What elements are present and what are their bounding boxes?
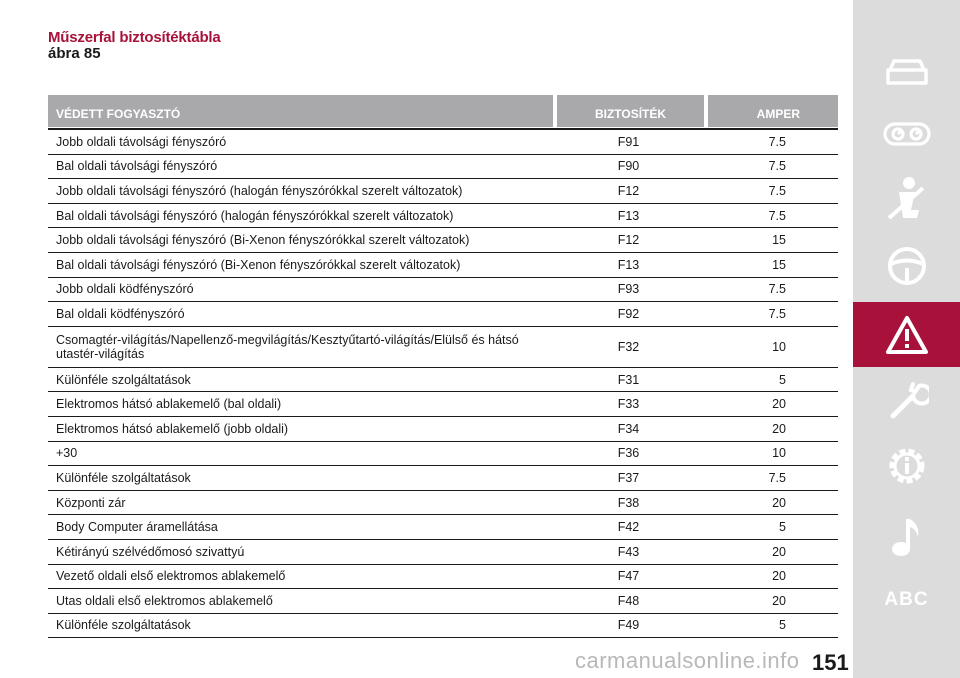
consumer-cell: Body Computer áramellátása — [56, 520, 218, 535]
car-icon[interactable] — [853, 42, 960, 102]
table-row — [48, 130, 838, 155]
table-row — [48, 204, 838, 229]
consumer-cell: Bal oldali távolsági fényszóró (Bi-Xenon fényszórókkal szerelt változatok) — [56, 257, 461, 272]
figure-reference: ábra 85 — [48, 45, 101, 62]
amper-cell: 7.5 — [768, 159, 786, 174]
abc-index[interactable] — [853, 570, 960, 630]
steering-wheel-icon[interactable] — [853, 236, 960, 296]
column-header-consumer: VÉDETT FOGYASZTÓ — [48, 95, 553, 127]
table-row — [48, 179, 838, 204]
fuse-cell: F47 — [617, 569, 640, 584]
table-row — [48, 155, 838, 180]
table-row — [48, 614, 838, 639]
fuse-cell: F37 — [617, 470, 640, 485]
fuse-cell: F91 — [617, 134, 640, 149]
amper-cell: 5 — [779, 618, 786, 633]
column-header-amper: AMPER — [708, 95, 838, 127]
consumer-cell: Különféle szolgáltatások — [56, 618, 191, 633]
info-gear-icon[interactable] — [853, 436, 960, 496]
consumer-cell: Bal oldali távolsági fényszóró — [56, 159, 218, 174]
consumer-cell: Jobb oldali távolsági fényszóró — [56, 134, 227, 149]
fuse-cell: F12 — [617, 233, 640, 248]
consumer-cell: Bal oldali ködfényszóró — [56, 306, 185, 321]
fuse-cell: F34 — [617, 421, 640, 436]
amper-cell: 20 — [772, 421, 786, 436]
abc-label: ABC — [884, 589, 929, 610]
amper-cell: 15 — [772, 233, 786, 248]
dashboard-icon[interactable] — [853, 104, 960, 164]
consumer-cell: Központi zár — [56, 495, 126, 510]
chapter-sidebar — [853, 0, 960, 678]
fuse-cell: F93 — [617, 282, 640, 297]
consumer-cell: Különféle szolgáltatások — [56, 372, 191, 387]
table-row — [48, 466, 838, 491]
consumer-cell: Jobb oldali távolsági fényszóró (Bi-Xenon fényszórókkal szerelt változatok) — [56, 233, 470, 248]
watermark: carmanualsonline.info — [575, 648, 800, 673]
amper-cell: 20 — [772, 569, 786, 584]
consumer-cell: +30 — [56, 446, 78, 461]
fuse-cell: F33 — [617, 397, 640, 412]
consumer-cell: Vezető oldali első elektromos ablakemelő — [56, 569, 286, 584]
fuse-cell: F92 — [617, 306, 640, 321]
amper-cell: 7.5 — [768, 208, 786, 223]
warning-triangle-icon[interactable] — [853, 302, 960, 367]
amper-cell: 15 — [772, 257, 786, 272]
amper-cell: 7.5 — [768, 306, 786, 321]
amper-cell: 10 — [772, 339, 786, 354]
table-row — [48, 565, 838, 590]
fuse-cell: F32 — [617, 339, 640, 354]
consumer-cell: Elektromos hátsó ablakemelő (jobb oldali) — [56, 421, 289, 436]
amper-cell: 5 — [779, 520, 786, 535]
amper-cell: 10 — [772, 446, 786, 461]
consumer-cell: Csomagtér-világítás/Napellenző-megvilágítás/Kesztyűtartó-világítás/Elülső és hátsó utastér-világítás — [56, 332, 519, 361]
table-row — [48, 368, 838, 393]
wrench-icon[interactable] — [853, 370, 960, 430]
fuse-cell: F43 — [617, 544, 640, 559]
fuse-cell: F12 — [617, 183, 640, 198]
amper-cell: 20 — [772, 495, 786, 510]
consumer-cell: Utas oldali első elektromos ablakemelő — [56, 593, 273, 608]
page-number: 151 — [812, 650, 849, 675]
fuse-cell: F42 — [617, 520, 640, 535]
amper-cell: 20 — [772, 397, 786, 412]
consumer-cell: Jobb oldali ködfényszóró — [56, 282, 194, 297]
consumer-cell: Jobb oldali távolsági fényszóró (halogán fényszórókkal szerelt változatok) — [56, 183, 463, 198]
amper-cell: 5 — [779, 372, 786, 387]
table-row — [48, 540, 838, 565]
fuse-cell: F13 — [617, 257, 640, 272]
column-header-fuse: BIZTOSÍTÉK — [557, 95, 704, 127]
fuse-cell: F48 — [617, 593, 640, 608]
fuse-cell: F90 — [617, 159, 640, 174]
table-row — [48, 417, 838, 442]
fuse-table — [48, 95, 838, 638]
table-body — [48, 130, 838, 638]
fuse-cell: F36 — [617, 446, 640, 461]
fuse-cell: F31 — [617, 372, 640, 387]
amper-cell: 7.5 — [768, 282, 786, 297]
page-title: Műszerfal biztosítéktábla — [48, 29, 221, 46]
table-row — [48, 253, 838, 278]
table-header — [48, 95, 838, 127]
music-note-icon[interactable] — [853, 506, 960, 566]
amper-cell: 20 — [772, 544, 786, 559]
table-row — [48, 302, 838, 327]
consumer-cell: Kétirányú szélvédőmosó szivattyú — [56, 544, 245, 559]
table-row — [48, 327, 838, 368]
consumer-cell: Bal oldali távolsági fényszóró (halogán fényszórókkal szerelt változatok) — [56, 208, 454, 223]
amper-cell: 7.5 — [768, 183, 786, 198]
page-header — [48, 30, 221, 62]
table-row — [48, 442, 838, 467]
seat-belt-icon[interactable] — [853, 168, 960, 228]
consumer-cell: Különféle szolgáltatások — [56, 470, 191, 485]
fuse-cell: F13 — [617, 208, 640, 223]
amper-cell: 7.5 — [768, 134, 786, 149]
table-row — [48, 278, 838, 303]
fuse-cell: F38 — [617, 495, 640, 510]
amper-cell: 20 — [772, 593, 786, 608]
table-row — [48, 491, 838, 516]
consumer-cell: Elektromos hátsó ablakemelő (bal oldali) — [56, 397, 282, 412]
table-row — [48, 515, 838, 540]
table-row — [48, 228, 838, 253]
table-row — [48, 589, 838, 614]
table-row — [48, 392, 838, 417]
amper-cell: 7.5 — [768, 470, 786, 485]
fuse-cell: F49 — [617, 618, 640, 633]
